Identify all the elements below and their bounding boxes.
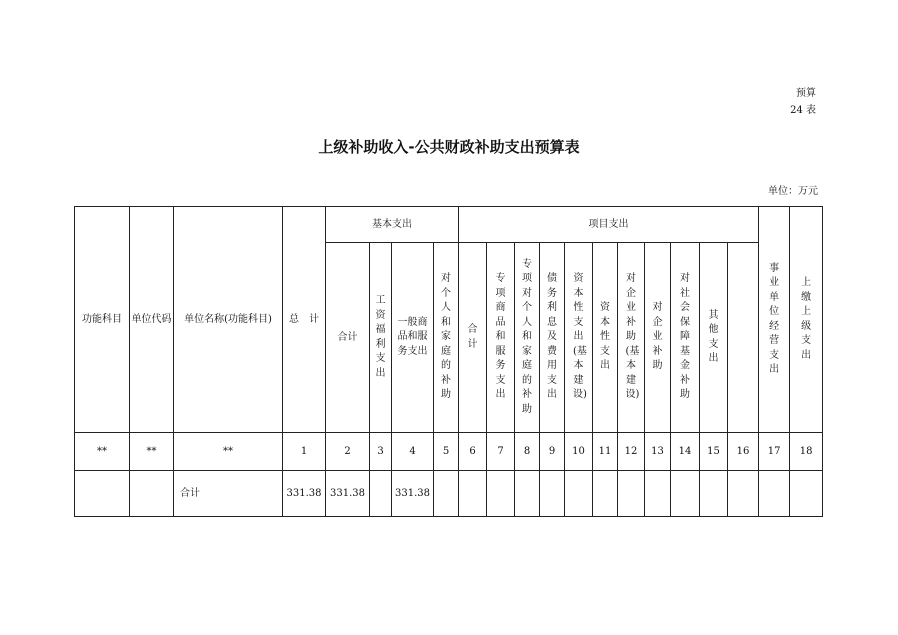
table-cell bbox=[130, 471, 174, 517]
col-header-proj-debt: 债务利息及费用支出 bbox=[547, 273, 557, 401]
index-cell: 13 bbox=[645, 433, 671, 471]
col-header-proj-enterprise-construction: 对企业补助(基本建设) bbox=[625, 273, 640, 401]
unit-label: 单位：万元 bbox=[768, 186, 818, 197]
table-cell bbox=[434, 471, 459, 517]
col-header-business-unit: 事业单位经营支出 bbox=[769, 262, 780, 375]
table-cell bbox=[728, 471, 759, 517]
budget-table bbox=[74, 206, 823, 517]
page-title: 上级补助收入-公共财政补助支出预算表 bbox=[318, 138, 580, 156]
table-cell bbox=[75, 471, 130, 517]
table-row bbox=[75, 471, 823, 517]
index-cell: 2 bbox=[326, 433, 370, 471]
col-header-total: 总 计 bbox=[283, 207, 326, 433]
col-header-proj-individual: 专项对个人和家庭的补助 bbox=[522, 258, 532, 415]
col-header-remit-upper: 上缴上级支出 bbox=[801, 277, 812, 361]
index-cell: 12 bbox=[618, 433, 645, 471]
table-cell bbox=[671, 471, 700, 517]
total-row-basic-goods: 331.38 bbox=[392, 471, 434, 517]
index-cell: 1 bbox=[283, 433, 326, 471]
col-header-proj-other: 其他支出 bbox=[708, 309, 719, 364]
col-header-proj-capital-construction: 资本性支出(基本建设) bbox=[573, 273, 587, 401]
form-code-line2: 24 表 bbox=[790, 105, 816, 116]
table-cell bbox=[515, 471, 540, 517]
table-cell bbox=[790, 471, 823, 517]
table-cell bbox=[645, 471, 671, 517]
col-header-proj-goods: 专项商品和服务支出 bbox=[495, 273, 506, 401]
index-cell: 8 bbox=[515, 433, 540, 471]
col-header-basic-wages: 工资福利支出 bbox=[375, 295, 386, 379]
table-cell bbox=[370, 471, 392, 517]
index-cell: 17 bbox=[759, 433, 790, 471]
col-header-basic-total: 合计 bbox=[326, 243, 370, 433]
index-cell: 7 bbox=[487, 433, 515, 471]
index-cell: ** bbox=[75, 433, 130, 471]
col-header-proj-total: 合计 bbox=[467, 324, 478, 350]
index-cell: ** bbox=[174, 433, 283, 471]
form-code-line1: 预算 bbox=[796, 88, 816, 99]
total-row-label: 合计 bbox=[174, 471, 283, 517]
col-header-proj-enterprise: 对企业补助 bbox=[652, 302, 663, 372]
index-cell: 9 bbox=[540, 433, 565, 471]
index-cell: 15 bbox=[700, 433, 728, 471]
index-cell: 3 bbox=[370, 433, 392, 471]
group-header-basic: 基本支出 bbox=[326, 207, 459, 243]
index-cell: 14 bbox=[671, 433, 700, 471]
col-header-basic-goods: 一般商品和服务支出 bbox=[397, 316, 428, 357]
group-header-project: 项目支出 bbox=[459, 207, 759, 243]
table-cell bbox=[540, 471, 565, 517]
index-cell: 6 bbox=[459, 433, 487, 471]
table-cell bbox=[618, 471, 645, 517]
col-header-unit-code: 单位代码 bbox=[130, 207, 174, 433]
total-row-basic-total: 331.38 bbox=[326, 471, 370, 517]
total-row-total: 331.38 bbox=[283, 471, 326, 517]
col-header-func-subject: 功能科目 bbox=[75, 207, 130, 433]
table-cell bbox=[700, 471, 728, 517]
index-cell: 18 bbox=[790, 433, 823, 471]
index-cell: 5 bbox=[434, 433, 459, 471]
table-cell bbox=[759, 471, 790, 517]
table-cell bbox=[593, 471, 618, 517]
table-cell bbox=[565, 471, 593, 517]
col-header-proj-capital: 资本性支出 bbox=[600, 302, 610, 372]
table-cell bbox=[459, 471, 487, 517]
col-header-proj-social-security: 对社会保障基金补助 bbox=[680, 273, 690, 401]
index-cell: 16 bbox=[728, 433, 759, 471]
index-cell: 11 bbox=[593, 433, 618, 471]
index-cell: 4 bbox=[392, 433, 434, 471]
index-cell: 10 bbox=[565, 433, 593, 471]
index-cell: ** bbox=[130, 433, 174, 471]
table-cell bbox=[487, 471, 515, 517]
col-header-unit-name: 单位名称(功能科目) bbox=[174, 207, 283, 433]
col-header-basic-individual: 对个人和家庭的补助 bbox=[441, 273, 451, 401]
